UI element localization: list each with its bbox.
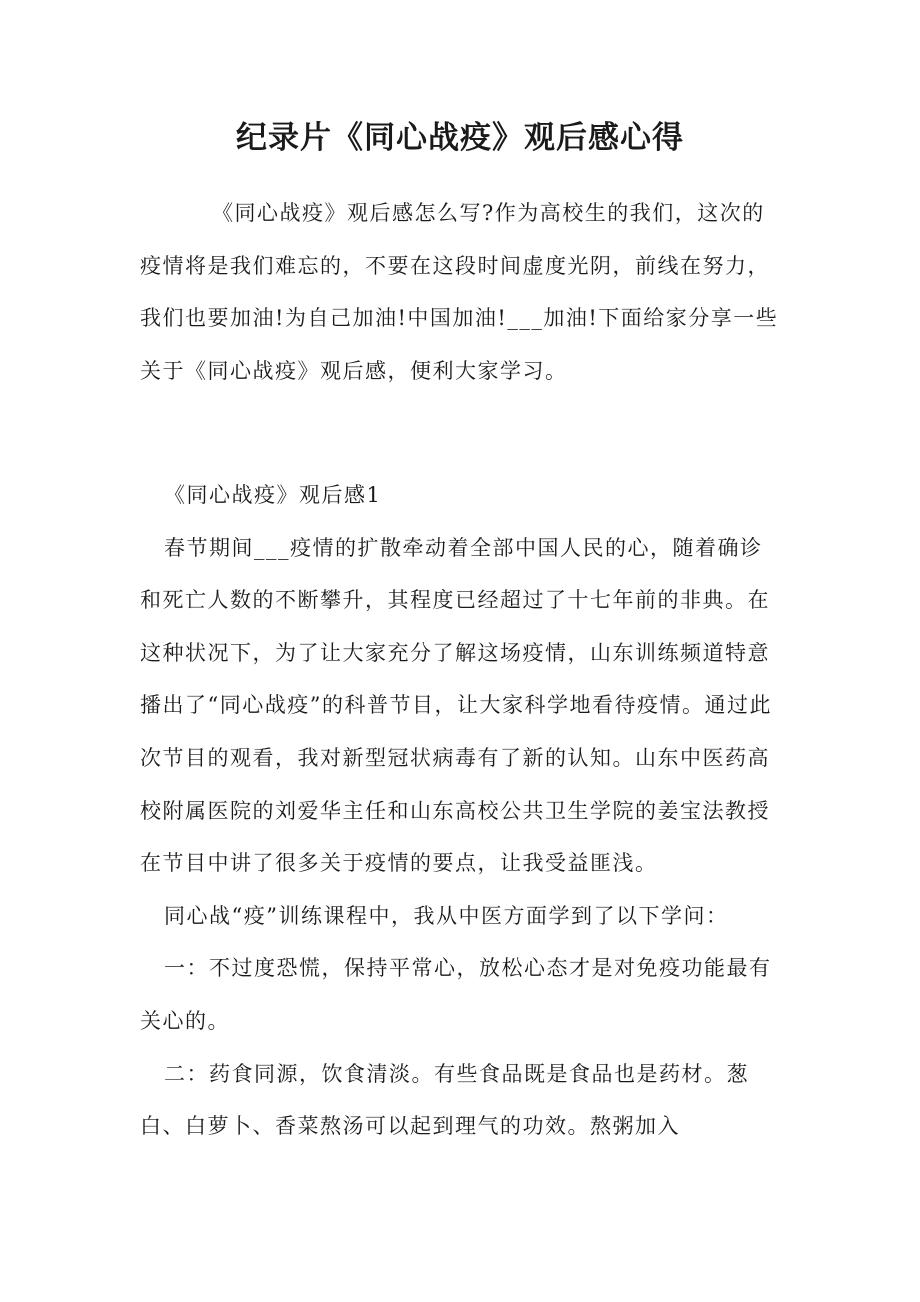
paragraph: 同心战“疫”训练课程中，我从中医方面学到了以下学问：: [164, 903, 729, 928]
section-heading: 《同心战疫》观后感1: [164, 483, 382, 507]
paragraph: 春节期间___疫情的扩散牵动着全部中国人民的心，随着确诊和死亡人数的不断攀升，其程度已经超过了十七年前的非典。在这种状况下，为了让大家充分了解这场疫情，山东训练频道特意播出了“同心战疫”的科普节目，让大家科学地看待疫情。通过此次节目的观看，我对新型冠状病毒有了新的认知。山东中医药高校附属医院的刘爱华主任和山东高校公共卫生学院的姜宝法教授在节目中讲了很多关于疫情的要点，让我受益匪浅。: [140, 535, 772, 876]
document-title: 纪录片《同心战疫》观后感心得: [236, 120, 684, 156]
paragraph: 二：药食同源，饮食清淡。有些食品既是食品也是药材。葱白、白萝卜、香菜熬汤可以起到理气的功效。熬粥加入: [140, 1061, 749, 1139]
intro-paragraph: 《同心战疫》观后感怎么写?作为高校生的我们，这次的疫情将是我们难忘的，不要在这段时间虚度光阴，前线在努力，我们也要加油!为自己加油!中国加油!___加油!下面给家分享一些关于《同心战疫》观后感，便利大家学习。: [140, 201, 779, 383]
paragraph: 一：不过度恐慌，保持平常心，放松心态才是对免疫功能最有关心的。: [140, 956, 772, 1033]
document-content: [140, 469, 780, 1153]
